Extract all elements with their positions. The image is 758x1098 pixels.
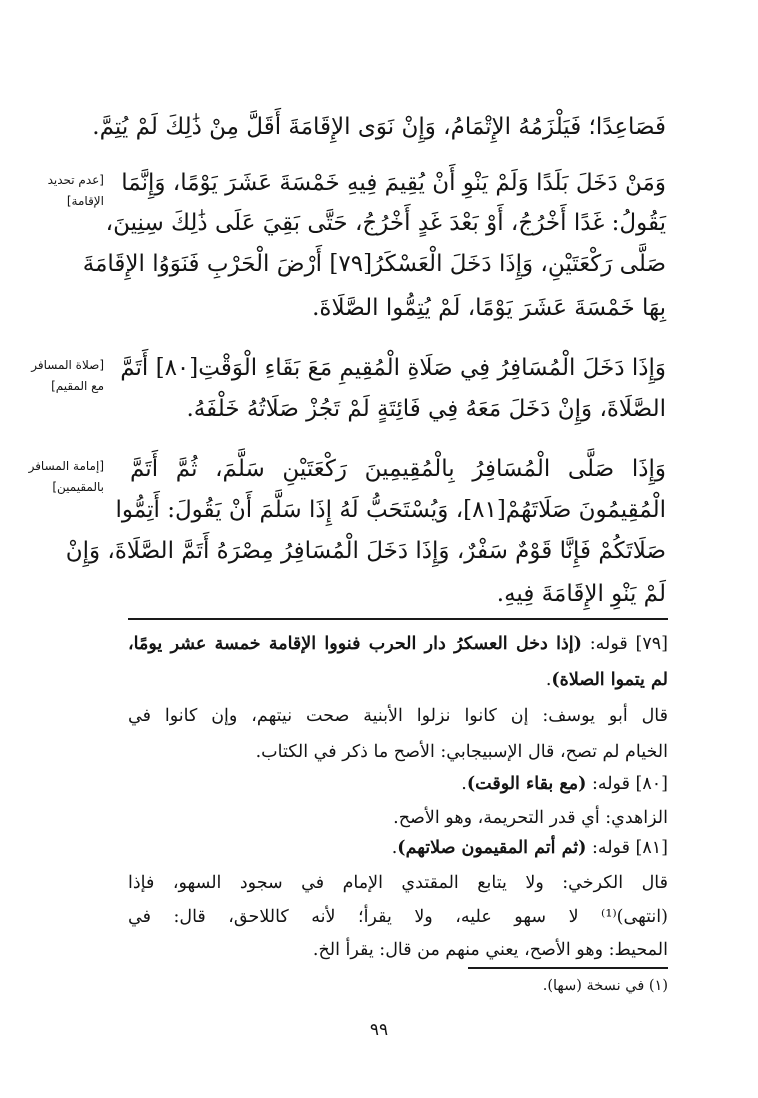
sidenote-line: [عدم تحديد bbox=[47, 173, 104, 187]
commentary-quote: (مع بقاء الوقت) bbox=[466, 774, 587, 794]
commentary-quote: (إذا دخل العسكرُ دار الحرب فنووا الإقامة خمسة عشر يومًا، bbox=[128, 634, 582, 654]
punctuation: . bbox=[391, 838, 398, 858]
main-text-line: صَلَاتَكُمْ فَإِنَّا قَوْمٌ سَفْرٌ، وَإِذَا دَخَلَ الْمُسَافِرُ مِصْرَهُ أَتَمَّ الصَّلَاةَ، وَإِنْ bbox=[65, 538, 666, 564]
commentary-quote: لم يتموا الصلاة) bbox=[551, 670, 668, 690]
commentary-line: قال أبو يوسف: إن كانوا نزلوا الأبنية صحت نيتهم، وإن كانوا في bbox=[128, 706, 668, 726]
commentary-lead: [٧٩] قوله: bbox=[581, 634, 668, 654]
main-text-line: وَإِذَا دَخَلَ الْمُسَافِرُ فِي صَلَاةِ الْمُقِيمِ مَعَ بَقَاءِ الْوَقْتِ[٨٠] أَتَمَّ bbox=[120, 355, 666, 381]
commentary-line: قال الكرخي: ولا يتابع المقتدي الإمام في سجود السهو، فإذا bbox=[128, 873, 668, 893]
sidenote-line: بالمقيمين] bbox=[52, 480, 104, 494]
commentary-line: الخيام لم تصح، قال الإسبيجابي: الأصح ما ذكر في الكتاب. bbox=[255, 742, 668, 762]
commentary-lead: [٨٠] قوله: bbox=[586, 774, 668, 794]
footnote: (١) في نسخة (سها). bbox=[542, 978, 668, 994]
sidenote-line: [إمامة المسافر bbox=[28, 459, 104, 473]
main-text-line: وَإِذَا صَلَّى الْمُسَافِرُ بِالْمُقِيمِينَ رَكْعَتَيْنِ سَلَّمَ، ثُمَّ أَتَمَّ bbox=[130, 456, 666, 482]
commentary-line: المحيط: وهو الأصح، يعني منهم من قال: يقرأ الخ. bbox=[312, 940, 668, 960]
sidenote-traveler-leading-residents bbox=[18, 456, 104, 498]
punctuation: . bbox=[545, 670, 552, 690]
commentary-line: (انتهى)⁽¹⁾ لا سهو عليه، ولا يقرأ؛ لأنه كاللاحق، قال: في bbox=[128, 907, 668, 927]
sidenote-no-fixed-residence bbox=[18, 170, 104, 212]
commentary-80-heading bbox=[128, 766, 668, 802]
sidenote-line: [صلاة المسافر bbox=[31, 358, 104, 372]
sidenote-traveler-with-resident bbox=[18, 355, 104, 397]
main-text-line: وَمَنْ دَخَلَ بَلَدًا وَلَمْ يَنْوِ أَنْ يُقِيمَ فِيهِ خَمْسَةَ عَشَرَ يَوْمًا، وَإِنَّمَا bbox=[121, 170, 666, 196]
main-text-line: صَلَّى رَكْعَتَيْنِ، وَإِذَا دَخَلَ الْعَسْكَرُ[٧٩] أَرْضَ الْحَرْبِ فَنَوَوُا الإِقَامَةَ bbox=[82, 251, 666, 277]
main-text-line: يَقُولُ: غَدًا أَخْرُجُ، أَوْ بَعْدَ غَدٍ أَخْرُجُ، حَتَّى بَقِيَ عَلَى ذَٰلِكَ سِنِينَ، bbox=[105, 210, 666, 236]
commentary-81-heading bbox=[128, 830, 668, 866]
commentary-separator bbox=[128, 618, 668, 620]
commentary-quote: (ثم أتم المقيمون صلاتهم) bbox=[397, 838, 587, 858]
sidenote-line: الإقامة] bbox=[66, 194, 104, 208]
main-text-line: فَصَاعِدًا؛ فَيَلْزَمُهُ الإِتْمَامُ، وَإِنْ نَوَى الإِقَامَةَ أَقَلَّ مِنْ ذَٰلِكَ لَمْ يُتِمَّ. bbox=[92, 114, 666, 140]
sidenote-line: مع المقيم] bbox=[51, 379, 104, 393]
page-number: ٩٩ bbox=[369, 1020, 389, 1040]
footnote-separator bbox=[468, 967, 668, 969]
main-text-line: الْمُقِيمُونَ صَلَاتَهُمْ[٨١]، وَيُسْتَحَبُّ لَهُ إِذَا سَلَّمَ أَنْ يَقُولَ: أَتِمُّوا bbox=[115, 497, 666, 523]
main-text-line: لَمْ يَنْوِ الإِقَامَةَ فِيهِ. bbox=[496, 581, 666, 607]
commentary-79-heading bbox=[128, 626, 668, 662]
punctuation: . bbox=[461, 774, 467, 794]
commentary-79-heading-cont bbox=[128, 662, 668, 698]
main-text-line: بِهَا خَمْسَةَ عَشَرَ يَوْمًا، لَمْ يُتِمُّوا الصَّلَاةَ. bbox=[312, 295, 666, 321]
commentary-line: الزاهدي: أي قدر التحريمة، وهو الأصح. bbox=[393, 808, 668, 828]
commentary-lead: [٨١] قوله: bbox=[586, 838, 668, 858]
main-text-line: الصَّلَاةَ، وَإِنْ دَخَلَ مَعَهُ فِي فَائِتَةٍ لَمْ تَجُزْ صَلَاتُهُ خَلْفَهُ. bbox=[186, 396, 666, 422]
